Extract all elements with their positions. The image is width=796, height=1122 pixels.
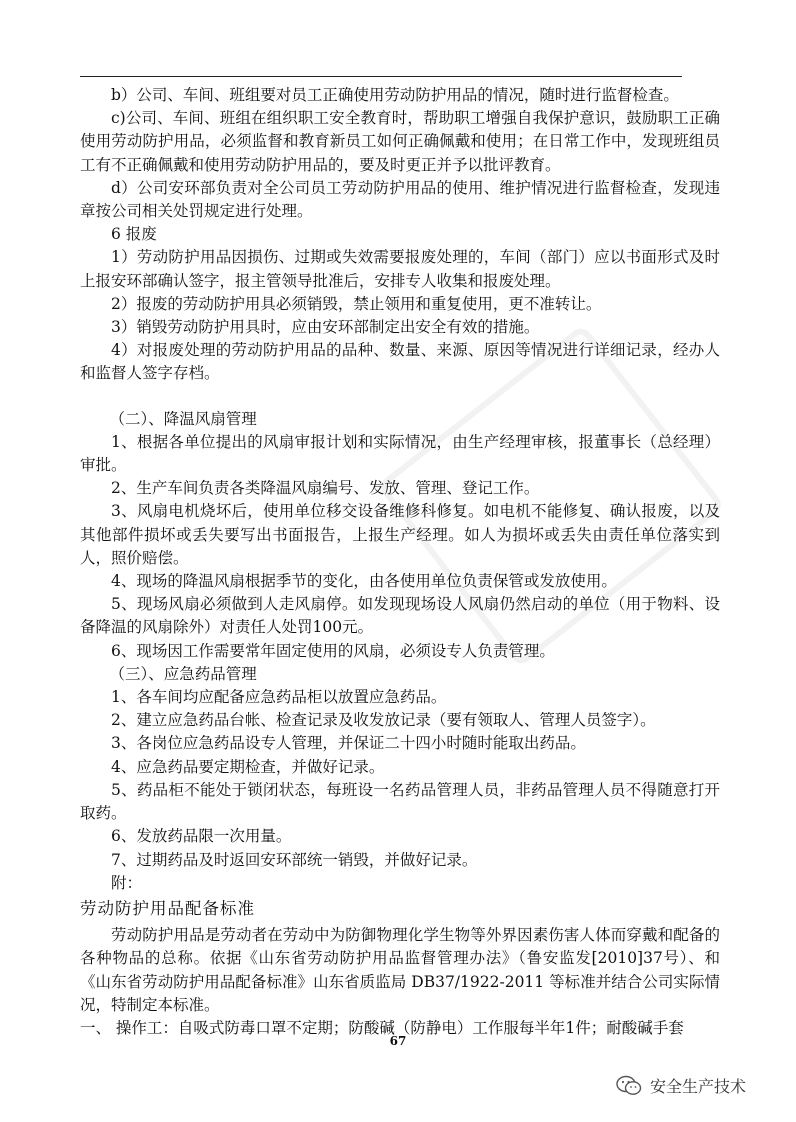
- paragraph: 4）对报废处理的劳动防护用品的品种、数量、来源、原因等情况进行详细记录，经办人和监督人签字存档。: [80, 341, 720, 383]
- paragraph: 3）销毁劳动防护用具时，应由安环部制定出安全有效的措施。: [111, 318, 540, 337]
- section-heading: （二）、降温风扇管理: [109, 409, 257, 428]
- paragraph: 6、现场因工作需要常年固定使用的风扇，必须设专人负责管理。: [111, 641, 555, 660]
- document-body: [80, 84, 720, 1040]
- brand-text: 安全生产技术: [650, 1077, 747, 1096]
- paragraph: 1、根据各单位提出的风扇审报计划和实际情况，由生产经理审核，报董事长（总经理）审批。: [80, 432, 720, 475]
- paragraph-spacer: [80, 386, 720, 408]
- page-number: 67: [389, 1034, 407, 1048]
- paragraph: d）公司安环部负责对全公司员工劳动防护用品的使用、维护情况进行监督检查，发现违章按公司相关处罚规定进行处理。: [80, 178, 720, 221]
- paragraph: 5、药品柜不能处于锁闭状态，每班设一名药品管理人员，非药品管理人员不得随意打开取药。: [80, 780, 720, 823]
- paragraph: 3、风扇电机烧坏后，使用单位移交设备维修科修复。如电机不能修复、确认报废，以及其他部件损坏或丢失要写出书面报告，上报生产经理。如人为损坏或丢失由责任单位落实到人，照价赔偿。: [80, 502, 720, 567]
- paragraph: 2、生产车间负责各类降温风扇编号、发放、管理、登记工作。: [111, 479, 540, 498]
- paragraph: 4、现场的降温风扇根据季节的变化，由各使用单位负责保管或发放使用。: [111, 572, 617, 591]
- section-title: 劳动防护用品配备标准: [80, 898, 255, 918]
- paragraph: 3、各岗位应急药品设专人管理，并保证二十四小时随时能取出药品。: [111, 734, 586, 753]
- brand-badge: [616, 1074, 746, 1097]
- paragraph: 6、发放药品限一次用量。: [111, 827, 292, 846]
- paragraph: 劳动防护用品是劳动者在劳动中为防御物理化学生物等外界因素伤害人体而穿戴和配备的各种物品的总称。依据《山东省劳动防护用品监督管理办法》（鲁安监发[2010]37号）、和《山东省劳动防护用品配备标准》山东省质监局 DB37/1922-2011 等标准并结合公司实际情况，特制定本标准。: [80, 926, 720, 1014]
- paragraph: 2、建立应急药品台帐、检查记录及收发放记录（要有领取人、管理人员签字）。: [111, 711, 656, 730]
- paragraph: 附：: [111, 873, 143, 892]
- paragraph: 5、现场风扇必须做到人走风扇停。如发现现场设人风扇仍然启动的单位（用于物料、设备降温的风扇除外）对责任人处罚100元。: [80, 595, 720, 637]
- paragraph: 一、 操作工：自吸式防毒口罩不定期；防酸碱（防静电）工作服每半年1件；耐酸碱手套: [80, 1018, 684, 1037]
- paragraph: b）公司、车间、班组要对员工正确使用劳动防护用品的情况，随时进行监督检查。: [111, 86, 679, 104]
- paragraph: 7、过期药品及时返回安环部统一销毁，并做好记录。: [111, 850, 478, 869]
- paragraph: 1）劳动防护用品因损伤、过期或失效需要报废处理的，车间（部门）应以书面形式及时上报安环部确认签字，报主管领导批准后，安排专人收集和报废处理。: [80, 248, 720, 290]
- paragraph: 1、各车间均应配备应急药品柜以放置应急药品。: [111, 688, 447, 707]
- wechat-icon: [616, 1075, 642, 1097]
- paragraph: 2）报废的劳动防护用具必须销毁，禁止领用和重复使用，更不准转让。: [111, 294, 602, 313]
- section-heading: （三）、应急药品管理: [109, 664, 257, 683]
- header-rule: [80, 76, 682, 77]
- paragraph: 4、应急药品要定期检查，并做好记录。: [111, 757, 385, 776]
- paragraph: 6 报废: [111, 225, 157, 244]
- paragraph: c)公司、车间、班组在组织职工安全教育时，帮助职工增强自我保护意识，鼓励职工正确使用劳动防护用品，必须监督和教育新员工如何正确佩戴和使用；在日常工作中，发现班组员工有不正确佩戴和使用劳动防护用品的，要及时更正并予以批评教育。: [80, 109, 720, 174]
